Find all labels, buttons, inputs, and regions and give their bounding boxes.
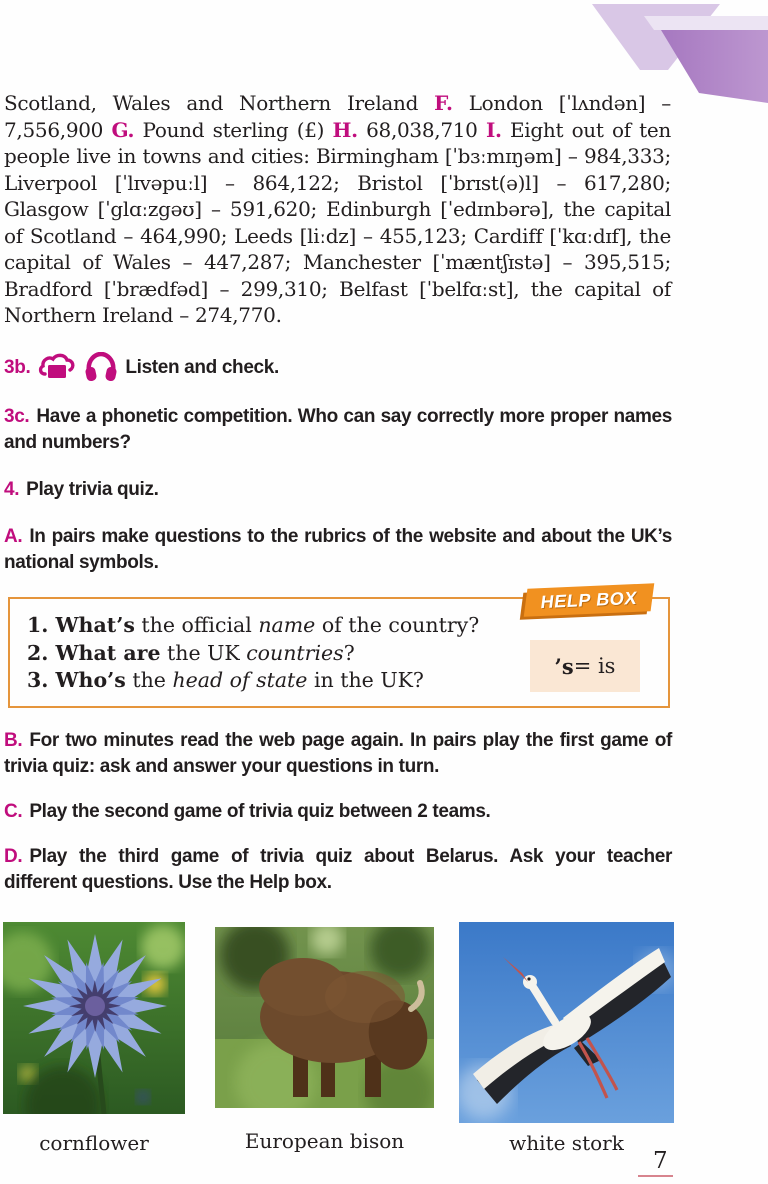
task-c-label: C.: [4, 801, 23, 822]
help-box-questions: [27, 612, 532, 695]
page-number-rule: [638, 1175, 673, 1177]
european-bison-caption: European bison: [244, 1129, 405, 1153]
task-b: [4, 728, 672, 780]
task-a-text: In pairs make questions to the rubrics of the website and about the UK’s national symbols.: [4, 526, 672, 573]
task-3b: [4, 352, 279, 383]
audio-recorder-icon: [37, 352, 77, 383]
task-d-text: Play the third game of trivia quiz about Belarus. Ask your teacher different questions. Use the Help box.: [4, 846, 672, 893]
task-3b-label: 3b.: [4, 356, 31, 378]
task-c: [4, 799, 672, 825]
white-stork-photo: [459, 922, 674, 1123]
help-box: [8, 587, 670, 708]
task-3c: [4, 404, 672, 456]
cornflower-photo: [3, 922, 185, 1114]
task-3c-text: Have a phonetic competition. Who can say correctly more proper names and numbers?: [4, 406, 672, 453]
reading-passage: Scotland, Wales and Northern Ireland F. London [ˈlʌndən] – 7,556,900 G. Pound sterling (£) H. 68,038,710 I. Eight out of ten people live in towns and cities: Birmingham [ˈbɜːmɪŋəm] – 984,333; Liverpool [ˈlɪvəpuːl] – 864,122; Bristol [ˈbrɪst(ə)l] – 617,280; Glasgow [ˈglɑːzgəʊ] – 591,620; Edinburgh [ˈedɪnbərə], the capital of Scotland – 464,990; Leeds [liːdz] – 455,123; Cardiff [ˈkɑːdɪf], the capital of Wales – 447,287; Manchester [ˈmæntʃɪstə] – 395,515; Bradford [ˈbrædfəd] – 299,310; Belfast [ˈbelfɑːst], the capital of Northern Ireland – 274,770.: [4, 91, 671, 327]
task-4-label: 4.: [4, 479, 20, 500]
european-bison-photo: [215, 927, 434, 1108]
task-3b-text: Listen and check.: [125, 356, 279, 378]
contraction-note: ’s = is: [530, 640, 640, 692]
task-4-text: Play trivia quiz.: [26, 479, 159, 500]
headphones-icon: [84, 352, 118, 383]
task-d-label: D.: [4, 846, 23, 867]
help-box-tab: HELP BOX: [524, 583, 655, 616]
task-b-text: For two minutes read the web page again. In pairs play the first game of trivia quiz: ask and answer your questions in turn.: [4, 730, 672, 777]
white-stork-caption: white stork: [509, 1131, 624, 1155]
task-c-text: Play the second game of trivia quiz between 2 teams.: [29, 801, 491, 822]
help-box-question-1: 1. What’s the official name of the country?: [27, 613, 480, 637]
task-3c-label: 3c.: [4, 406, 30, 427]
cornflower-caption: cornflower: [39, 1131, 149, 1155]
task-a: [4, 524, 672, 576]
task-a-label: A.: [4, 526, 23, 547]
task-b-label: B.: [4, 730, 23, 751]
task-d: [4, 844, 672, 896]
help-box-question-3: 3. Who’s the head of state in the UK?: [27, 668, 424, 692]
help-box-question-2: 2. What are the UK countries?: [27, 640, 355, 665]
page-number: 7: [653, 1148, 668, 1174]
task-4: [4, 477, 672, 503]
